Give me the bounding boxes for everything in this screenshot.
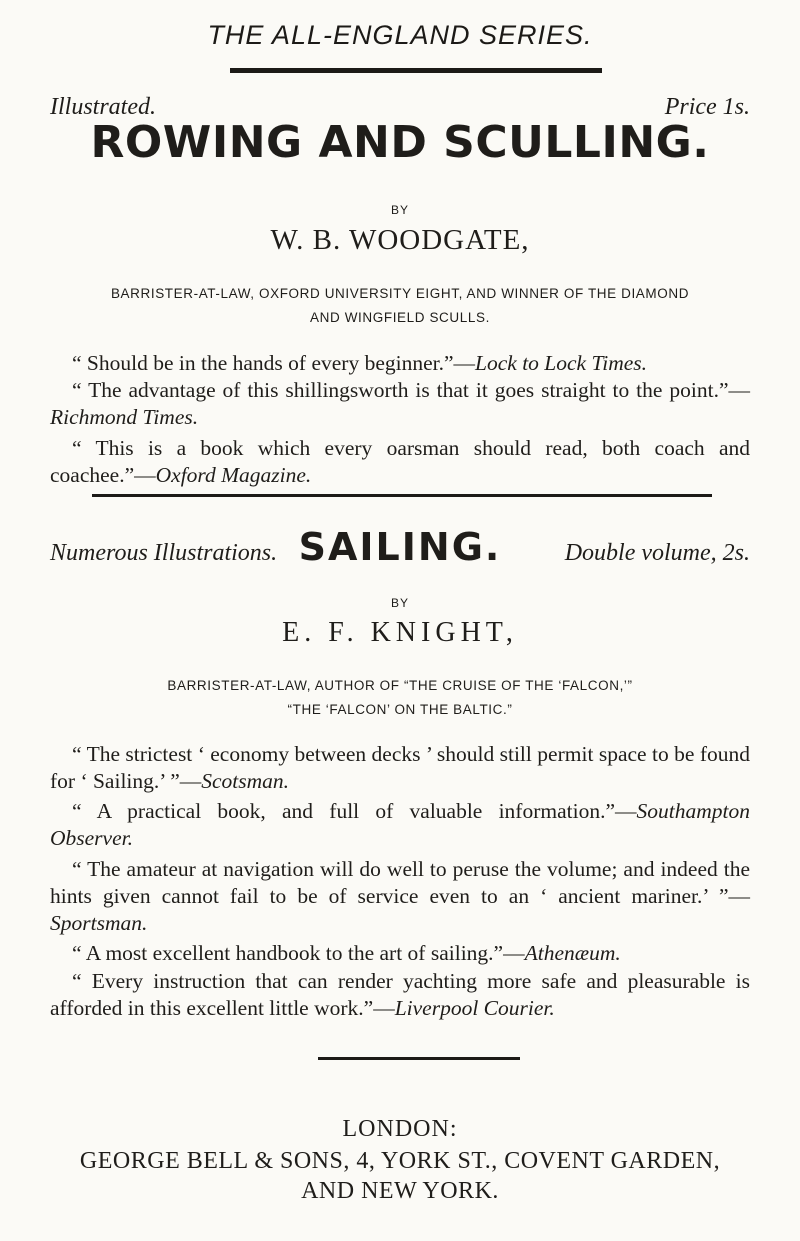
sailing-by: BY [390,596,409,610]
rowing-by: BY [390,203,409,217]
review-source: Athenæum. [524,941,621,965]
review-source: Lock to Lock Times. [475,351,648,375]
review-text: “ Every instruction that can render yachting more safe and pleasurable is afforded in this excellent little work.”— [50,969,750,1020]
publisher-city: LONDON: [342,1116,458,1142]
sailing-title: SAILING. [298,525,502,569]
sailing-review [50,856,750,937]
footer-divider [318,1057,520,1060]
review-text: “ Should be in the hands of every beginner.”— [72,351,476,375]
sailing-review [50,968,750,1022]
review-text: “ A most excellent handbook to the art of sailing.”— [72,941,525,965]
review-source: Richmond Times. [50,405,199,429]
rowing-illustrated-label: Illustrated. [50,94,156,120]
review-text: “ The advantage of this shillingsworth is that it goes straight to the point.”— [72,378,750,402]
rowing-review [50,377,750,431]
review-source: Sportsman. [50,911,148,935]
rowing-review [50,435,750,489]
rowing-credentials-line: BARRISTER-AT-LAW, OXFORD UNIVERSITY EIGHT, AND WINNER OF THE DIAMOND [110,286,690,301]
sailing-credentials-line: BARRISTER-AT-LAW, AUTHOR OF “THE CRUISE OF THE ‘FALCON,’” [167,678,633,693]
publisher-line: AND NEW YORK. [301,1178,499,1204]
sailing-review [50,798,750,852]
sailing-volume-label: Double volume, 2s. [564,540,750,566]
review-source: Scotsman. [201,769,290,793]
section-divider [92,494,712,497]
series-underline [230,68,602,73]
review-text: “ A practical book, and full of valuable information.”— [72,799,637,823]
sailing-credentials-line: “THE ‘FALCON’ ON THE BALTIC.” [287,702,513,717]
publisher-line: GEORGE BELL & SONS, 4, YORK ST., COVENT GARDEN, [79,1148,721,1174]
series-title: THE ALL-ENGLAND SERIES. [207,20,593,50]
review-text: “ This is a book which every oarsman should read, both coach and coachee.”— [50,436,750,487]
review-text: “ The amateur at navigation will do well to peruse the volume; and indeed the hints given cannot fail to be of service even to an ‘ ancient mariner.’ ”— [50,857,750,908]
review-source: Oxford Magazine. [155,463,312,487]
sailing-author: E. F. KNIGHT, [282,617,518,648]
sailing-review [50,741,750,795]
rowing-credentials [0,282,800,330]
review-source: Liverpool Courier. [394,996,555,1020]
rowing-review [50,350,750,377]
rowing-price-label: Price 1s. [664,94,750,120]
publisher-address [0,1146,800,1206]
sailing-review [50,940,750,967]
rowing-credentials-line: AND WINGFIELD SCULLS. [310,310,490,325]
sailing-illustrations-label: Numerous Illustrations. [50,540,278,566]
review-text: “ The strictest ‘ economy between decks ’ should still permit space to be found for ‘ Sailing.’ ”— [50,742,750,793]
review-source: Southampton Observer. [50,799,750,850]
rowing-title: ROWING AND SCULLING. [90,117,710,168]
sailing-meta-row [50,540,750,570]
sailing-credentials [0,674,800,722]
rowing-author: W. B. WOODGATE, [270,224,530,256]
